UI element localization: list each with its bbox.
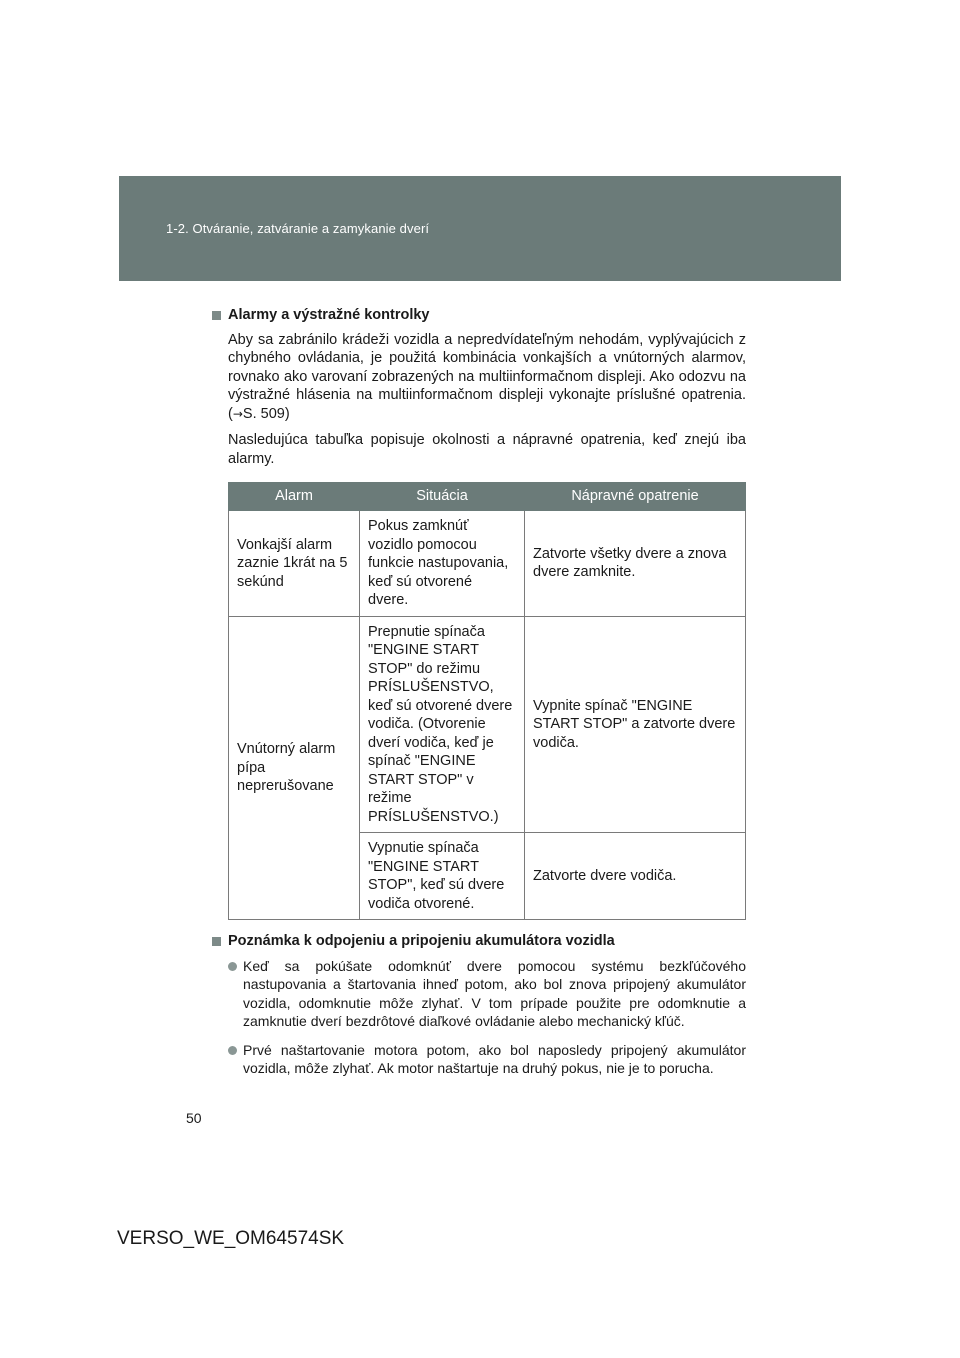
circle-bullet-icon — [228, 1046, 237, 1055]
alarms-intro-text: Aby sa zabránilo krádeži vozidla a nepredvídateľným nehodám, vyplývajúcich z chybného ovládania, je použitá kombinácia vonkajších a vnútorných alarmov, rovnako ako varovaní zobrazených na multiinformačnom displeji. Ako odozvu na výstražné hlásenia na multiinformačnom displeji vykonajte príslušné opatrenia. ( — [228, 331, 746, 422]
circle-bullet-icon — [228, 962, 237, 971]
list-item — [228, 1041, 746, 1078]
action-cell: Zatvorte všetky dvere a znova dvere zamknite. — [525, 511, 746, 617]
alarms-intro — [228, 331, 746, 424]
alarm-cell: Vnútorný alarm pípa neprerušovane — [229, 616, 360, 920]
list-item-text: Prvé naštartovanie motora potom, ako bol naposledy pripojený akumulátor vozidla, môže zlyhať. Ak motor naštartuje na druhý pokus, nie je to porucha. — [243, 1041, 746, 1076]
column-header-action: Nápravné opatrenie — [525, 483, 746, 511]
table-row — [229, 511, 746, 617]
list-item-text: Keď sa pokúšate odomknúť dvere pomocou systému bezkľúčového nastupovania a štartovania ihneď potom, ako bol znova pripojený akumulátor vozidla, odomknutie môže zlyhať. V tom prípade použite pre odomknutie a zamknutie dverí bezdrôtové diaľkové ovládanie alebo mechanický kľúč. — [243, 957, 746, 1029]
column-header-situation: Situácia — [360, 483, 525, 511]
table-row — [229, 616, 746, 833]
battery-note-heading-text: Poznámka k odpojeniu a pripojeniu akumulátora vozidla — [228, 933, 615, 949]
alarm-cell: Vonkajší alarm zaznie 1krát na 5 sekúnd — [229, 511, 360, 617]
page-content — [212, 306, 746, 1088]
alarm-table — [228, 482, 746, 920]
section-header-band — [119, 176, 841, 281]
page-reference[interactable]: S. 509) — [242, 405, 290, 422]
arrow-right-icon: → — [232, 406, 243, 421]
alarms-heading-text: Alarmy a výstražné kontrolky — [228, 307, 430, 323]
table-intro: Nasledujúca tabuľka popisuje okolnosti a nápravné opatrenia, keď znejú iba alarmy. — [228, 432, 746, 467]
page-number: 50 — [186, 1110, 202, 1126]
situation-cell: Pokus zamknúť vozidlo pomocou funkcie nastupovania, keď sú otvorené dvere. — [360, 511, 525, 617]
battery-note-heading — [212, 932, 746, 951]
action-cell: Vypnite spínač "ENGINE START STOP" a zatvorte dvere vodiča. — [525, 616, 746, 833]
section-title: 1-2. Otváranie, zatváranie a zamykanie dverí — [166, 221, 430, 236]
square-bullet-icon — [212, 937, 221, 946]
action-cell: Zatvorte dvere vodiča. — [525, 833, 746, 920]
column-header-alarm: Alarm — [229, 483, 360, 511]
list-item — [228, 957, 746, 1031]
situation-cell: Vypnutie spínača "ENGINE START STOP", keď sú dvere vodiča otvorené. — [360, 833, 525, 920]
square-bullet-icon — [212, 311, 221, 320]
situation-cell: Prepnutie spínača "ENGINE START STOP" do režimu PRÍSLUŠENSTVO, keď sú otvorené dvere vodiča. (Otvorenie dverí vodiča, keď je spínač "ENGINE START STOP" v režime PRÍSLUŠENSTVO.) — [360, 616, 525, 833]
document-code: VERSO_WE_OM64574SK — [117, 1228, 345, 1249]
table-header-row — [229, 483, 746, 511]
alarms-heading — [212, 306, 746, 325]
